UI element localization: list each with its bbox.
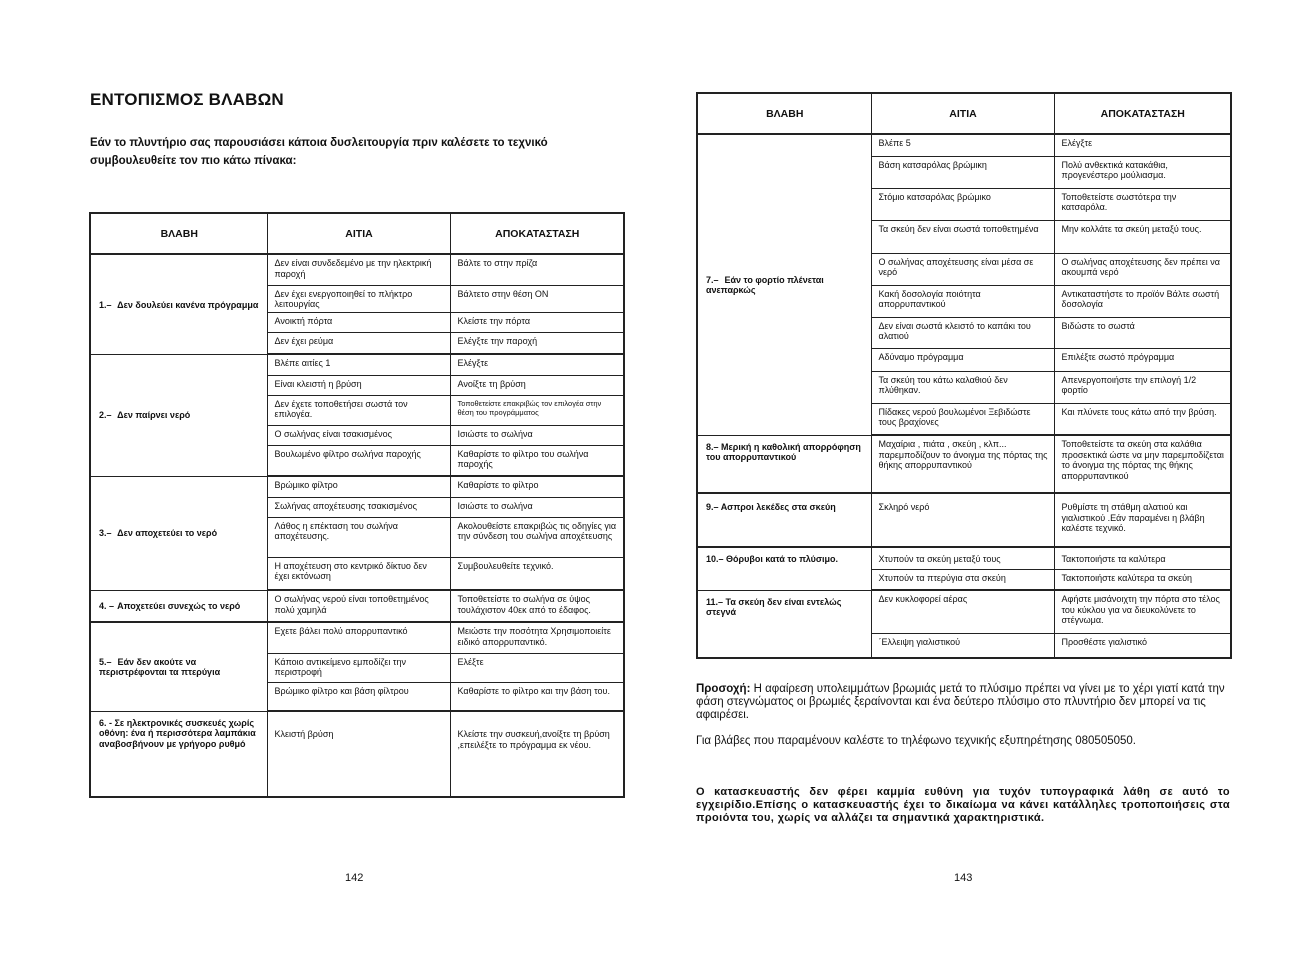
page-number: 143 xyxy=(954,872,973,884)
page-title: ΕΝΤΟΠΙΣΜΟΣ ΒΛΑΒΩΝ xyxy=(90,90,284,109)
cause-cell: Βλέπε 5 xyxy=(871,134,1054,156)
cause-cell: Εχετε βάλει πολύ απορρυπαντικό xyxy=(267,622,450,653)
cause-cell: Βρώμικο φίλτρο και βάση φίλτρου xyxy=(267,682,450,711)
fault-cell: 4. – Αποχετεύει συνεχώς το νερό xyxy=(90,590,267,622)
cause-cell: Κάποιο αντικείμενο εμποδίζει την περιστροφή xyxy=(267,653,450,682)
remedy-cell: Βάλτετο στην θέση ON xyxy=(450,285,624,312)
fault-cell: 6. - Σε ηλεκτρονικές συσκευές χωρίς οθόνη: ένα ή περισσότερα λαμπάκια αναβοσβήνουν με γρήγορο ρυθμό xyxy=(90,711,267,797)
remedy-cell: Ισιώστε το σωλήνα xyxy=(450,425,624,445)
fault-cell: 5.– Εάν δεν ακούτε να περιστρέφονται τα πτερύγια xyxy=(90,622,267,711)
cause-cell: Πίδακες νερού βουλωμένοι Ξεβιδώστε τους βραχίονες xyxy=(871,403,1054,435)
remedy-cell: Τοποθετείστε το σωλήνα σε ύψος τουλάχιστον 40εκ από το έδαφος. xyxy=(450,590,624,622)
cause-cell: Βάση κατσαρόλας βρώμικη xyxy=(871,156,1054,188)
fault-cell: 1.– Δεν δουλεύει κανένα πρόγραμμα xyxy=(90,254,267,354)
remedy-cell: Βιδώστε το σωστά xyxy=(1054,317,1231,348)
cause-cell: Βλέπε αιτίες 1 xyxy=(267,354,450,375)
fault-cell: 3.– Δεν αποχετεύει το νερό xyxy=(90,476,267,590)
remedy-cell: Κλείστε την πόρτα xyxy=(450,312,624,332)
header-cause: ΑΙΤΙΑ xyxy=(267,213,450,254)
page-number: 142 xyxy=(345,872,364,884)
cause-cell: Η αποχέτευση στο κεντρικό δίκτυο δεν έχει εκτόνωση xyxy=(267,557,450,590)
cause-cell: Σωλήνας αποχέτευσης τσακισμένος xyxy=(267,497,450,517)
remedy-cell: Τακτοποιήστε τα καλύτερα xyxy=(1054,547,1231,569)
remedy-cell: Πολύ ανθεκτικά κατακάθια, προγενέστερο μούλιασμα. xyxy=(1054,156,1231,188)
header-fault: ΒΛΑΒΗ xyxy=(697,93,871,134)
cause-cell: Κλειστή βρύση xyxy=(267,711,450,797)
remedy-cell: Απενεργοποιήστε την επιλογή 1/2 φορτίο xyxy=(1054,371,1231,403)
fault-cell: 8.– Μερική η καθολική απορρόφηση του απορρυπαντικού xyxy=(697,435,871,493)
remedy-cell: Και πλύνετε τους κάτω από την βρύση. xyxy=(1054,403,1231,435)
notice-text: Η αφαίρεση υπολειμμάτων βρωμιάς μετά το πλύσιμο πρέπει να γίνει με το χέρι γιατί κατά την φάση στεγνώματος οι βρωμιές ξεραίνονται και ένα δεύτερο πλύσιμο στο πλυντήριο δεν μπορεί να τις αφαιρέσει. xyxy=(696,683,1225,721)
remedy-cell: Βάλτε το στην πρίζα xyxy=(450,254,624,285)
fault-cell: 7.– Εάν το φορτίο πλένεται ανεπαρκώς xyxy=(697,134,871,435)
remedy-cell: Ισιώστε το σωλήνα xyxy=(450,497,624,517)
remedy-cell: Αντικαταστήστε το προϊόν Βάλτε σωστή δοσολογία xyxy=(1054,285,1231,317)
remedy-cell: Συμβουλευθείτε τεχνικό. xyxy=(450,557,624,590)
cause-cell: Τα σκεύη δεν είναι σωστά τοποθετημένα xyxy=(871,220,1054,253)
cause-cell: Ο σωλήνας νερού είναι τοποθετημένος πολύ χαμηλά xyxy=(267,590,450,622)
fault-cell: 11.– Τα σκεύη δεν είναι εντελώς στεγνά xyxy=(697,590,871,658)
remedy-cell: Ρυθμίστε τη στάθμη αλατιού και γιαλιστικού .Εάν παραμένει η βλάβη καλέστε τεχνικό. xyxy=(1054,493,1231,547)
remedy-cell: Μην κολλάτε τα σκεύη μεταξύ τους. xyxy=(1054,220,1231,253)
cause-cell: Κακή δοσολογία ποιότητα απορρυπαντικού xyxy=(871,285,1054,317)
remedy-cell: Τοποθετείστε τα σκεύη στα καλάθια προσεκτικά ώστε να μην παρεμποδίζεται το άνοιγμα της πόρτας της θήκης απορρυπαντικού xyxy=(1054,435,1231,493)
remedy-cell: Ανοίξτε τη βρύση xyxy=(450,375,624,395)
remedy-cell: Τοποθετείστε επακριβώς τον επιλογέα στην θέση του προγράμματος xyxy=(450,395,624,425)
cause-cell: Δεν έχει ρεύμα xyxy=(267,332,450,354)
cause-cell: Ο σωλήνας είναι τσακισμένος xyxy=(267,425,450,445)
cause-cell: Χτυπούν τα πτερύγια στα σκεύη xyxy=(871,569,1054,590)
cause-cell: Ανοικτή πόρτα xyxy=(267,312,450,332)
remedy-cell: Μειώστε την ποσότητα Χρησιμοποιείτε ειδικό απορρυπαντικό. xyxy=(450,622,624,653)
remedy-cell: Ελέξτε xyxy=(450,653,624,682)
fault-cell: 10.– Θόρυβοι κατά το πλύσιμο. xyxy=(697,547,871,590)
cause-cell: Ο σωλήνας αποχέτευσης είναι μέσα σε νερό xyxy=(871,253,1054,285)
notice-paragraph xyxy=(696,683,1232,722)
cause-cell: Δεν κυκλοφορεί αέρας xyxy=(871,590,1054,633)
remedy-cell: Τοποθετείστε σωστότερα την κατσαρόλα. xyxy=(1054,188,1231,220)
remedy-cell: Προσθέστε γιαλιστικό xyxy=(1054,633,1231,658)
troubleshooting-table-right xyxy=(696,92,1232,659)
cause-cell: Λάθος η επέκταση του σωλήνα αποχέτευσης. xyxy=(267,517,450,557)
remedy-cell: Καθαρίστε το φίλτρο και την βάση του. xyxy=(450,682,624,711)
remedy-cell: Καθαρίστε το φίλτρο του σωλήνα παροχής xyxy=(450,445,624,476)
remedy-cell: Ακολουθείστε επακριβώς τις οδηγίες για την σύνδεση του σωλήνα αποχέτευσης xyxy=(450,517,624,557)
intro-text: Εάν το πλυντήριο σας παρουσιάσει κάποια δυσλειτουργία πριν καλέσετε το τεχνικό συμβουλευθείτε τον πιο κάτω πίνακα: xyxy=(90,137,548,167)
cause-cell: Χτυπούν τα σκεύη μεταξύ τους xyxy=(871,547,1054,569)
disclaimer-paragraph: Ο κατασκευαστής δεν φέρει καμμία ευθύνη για τυχόν τυπογραφικά λάθη σε αυτό το εγχειρίδιο.Επίσης ο κατασκευαστής έχει το δικαίωμα να κάνει κατάλληλες τροποποιήσεις στα προιόντα του, χωρίς να αλλάζει τα σημαντικά χαρακτηριστικά. xyxy=(696,786,1230,824)
cause-cell: Αδύναμο πρόγραμμα xyxy=(871,348,1054,371)
remedy-cell: Ελέγξτε την παροχή xyxy=(450,332,624,354)
fault-cell: 2.– Δεν παίρνει νερό xyxy=(90,354,267,476)
notice-label: Προσοχή: xyxy=(696,683,751,695)
header-cause: ΑΙΤΙΑ xyxy=(871,93,1054,134)
cause-cell: Στόμιο κατσαρόλας βρώμικο xyxy=(871,188,1054,220)
troubleshooting-table-left xyxy=(89,212,625,798)
cause-cell: Τα σκεύη του κάτω καλαθιού δεν πλύθηκαν. xyxy=(871,371,1054,403)
cause-cell: Βουλωμένο φίλτρο σωλήνα παροχής xyxy=(267,445,450,476)
cause-cell: Δεν είναι σωστά κλειστό το καπάκι του αλατιού xyxy=(871,317,1054,348)
remedy-cell: Επιλέξτε σωστό πρόγραμμα xyxy=(1054,348,1231,371)
remedy-cell: Ελέγξτε xyxy=(450,354,624,375)
remedy-cell: Τακτοποιήστε καλύτερα τα σκεύη xyxy=(1054,569,1231,590)
fault-cell: 9.– Ασπροι λεκέδες στα σκεύη xyxy=(697,493,871,547)
cause-cell: Δεν έχετε τοποθετήσει σωστά τον επιλογέα. xyxy=(267,395,450,425)
cause-cell: Σκληρό νερό xyxy=(871,493,1054,547)
remedy-cell: Ο σωλήνας αποχέτευσης δεν πρέπει να ακουμπά νερό xyxy=(1054,253,1231,285)
header-remedy: ΑΠΟΚΑΤΑΣΤΑΣΗ xyxy=(1054,93,1231,134)
contact-paragraph: Για βλάβες που παραμένουν καλέστε το τηλέφωνο τεχνικής εξυπηρέτησης 080505050. xyxy=(696,735,1136,747)
cause-cell: Δεν είναι συνδεδεμένο με την ηλεκτρική παροχή xyxy=(267,254,450,285)
cause-cell: ΄Ελλειψη γιαλιστικού xyxy=(871,633,1054,658)
remedy-cell: Κλείστε την συσκευή,ανοίξτε τη βρύση ,επειλέξτε το πρόγραμμα εκ νέου. xyxy=(450,711,624,797)
remedy-cell: Αφήστε μισάνοιχτη την πόρτα στο τέλος του κύκλου για να διευκολύνετε το στέγνωμα. xyxy=(1054,590,1231,633)
remedy-cell: Ελέγξτε xyxy=(1054,134,1231,156)
header-fault: ΒΛΑΒΗ xyxy=(90,213,267,254)
header-remedy: ΑΠΟΚΑΤΑΣΤΑΣΗ xyxy=(450,213,624,254)
cause-cell: Μαχαίρια , πιάτα , σκεύη , κλπ... παρεμποδίζουν το άνοιγμα της πόρτας της θήκης απορρυπαντικού xyxy=(871,435,1054,493)
cause-cell: Βρώμικο φίλτρο xyxy=(267,476,450,497)
cause-cell: Δεν έχει ενεργοποιηθεί το πλήκτρο λειτουργίας xyxy=(267,285,450,312)
cause-cell: Είναι κλειστή η βρύση xyxy=(267,375,450,395)
remedy-cell: Καθαρίστε το φίλτρο xyxy=(450,476,624,497)
